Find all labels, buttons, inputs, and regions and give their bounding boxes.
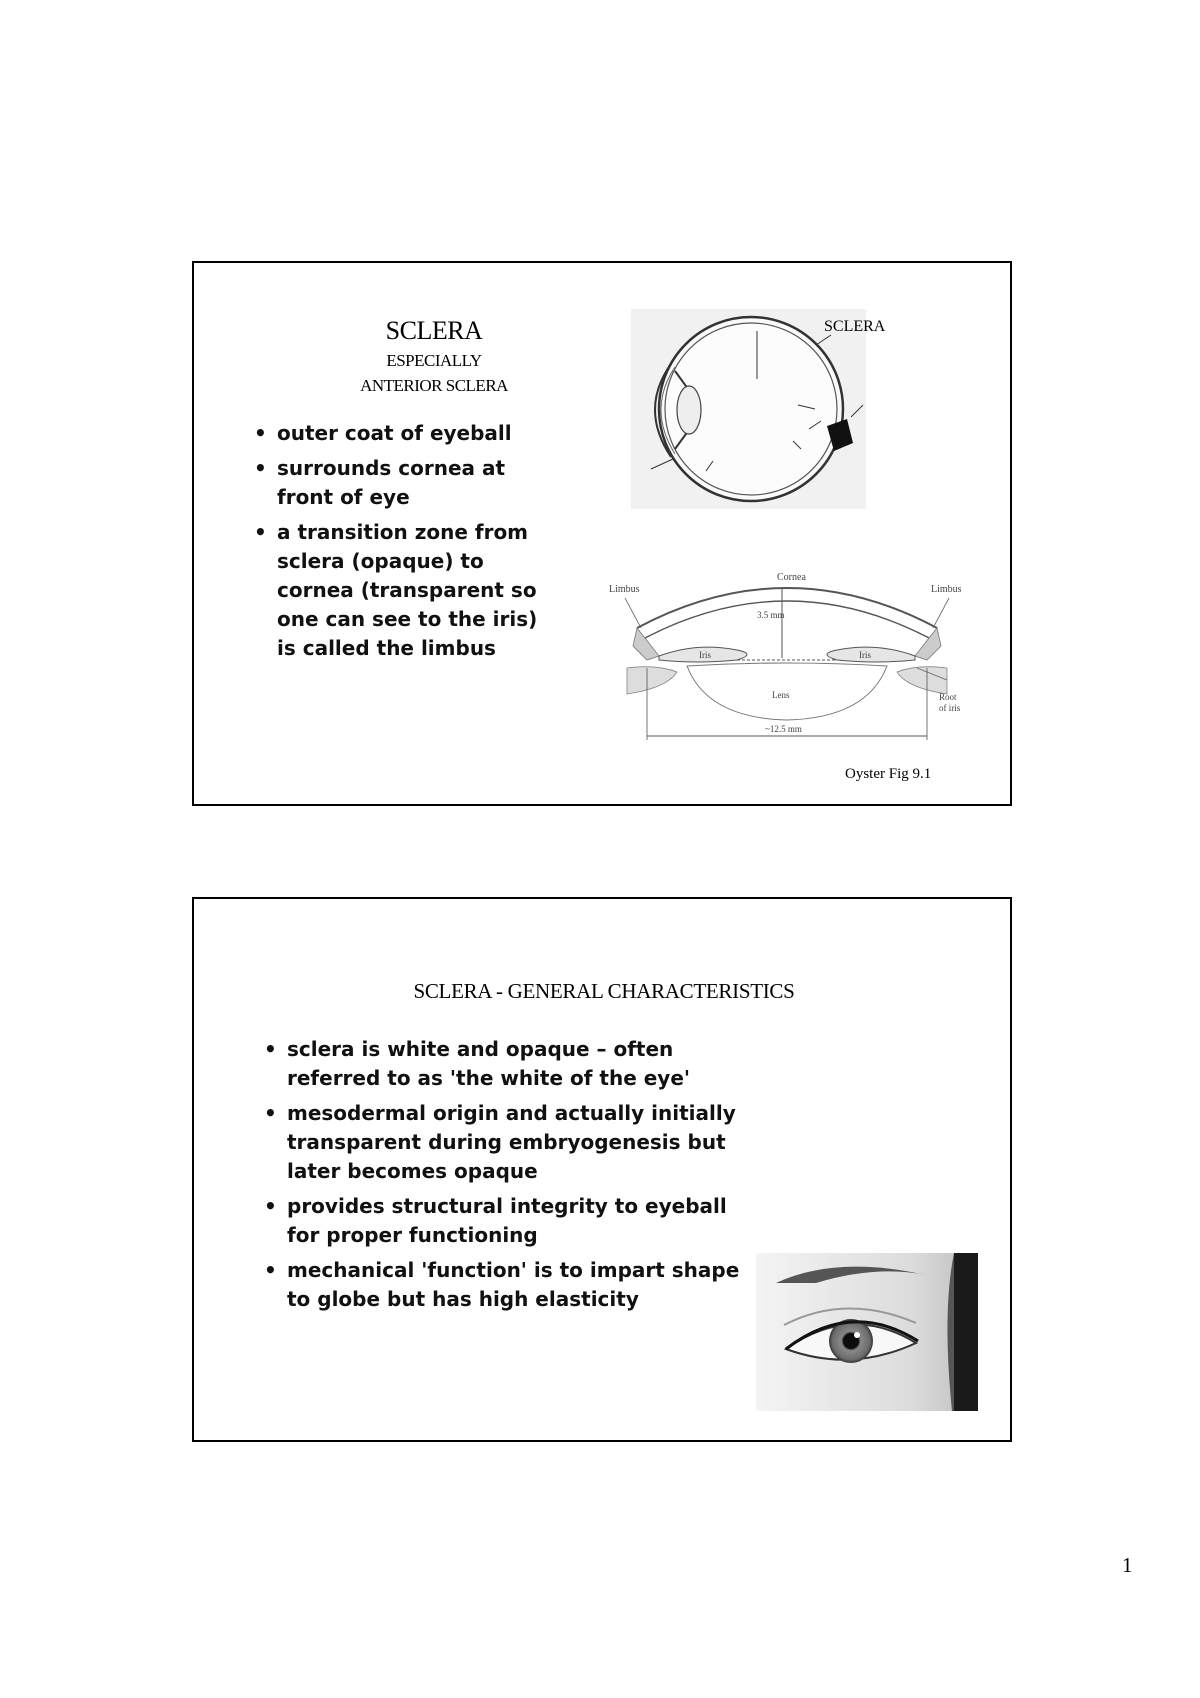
limbus-label: Limbus xyxy=(609,584,640,595)
bullet-item xyxy=(260,1192,750,1250)
bullet-icon: • xyxy=(264,1037,277,1061)
bullet-icon: • xyxy=(264,1101,277,1125)
limbus-label: Limbus xyxy=(931,584,962,595)
eye-photo xyxy=(756,1253,978,1411)
lens-label: Lens xyxy=(772,690,790,700)
eyeball-diagram xyxy=(631,309,866,509)
slide-subtitle: ANTERIOR SCLERA xyxy=(360,376,508,395)
bullet-item xyxy=(250,454,550,512)
slide-title: SCLERA xyxy=(385,316,483,345)
eyeball-illustration xyxy=(631,309,866,509)
slide-subtitle: ESPECIALLY xyxy=(386,351,482,370)
cornea-diagram xyxy=(607,568,967,748)
cornea-label: Cornea xyxy=(777,572,806,583)
bullet-icon: • xyxy=(254,421,267,445)
figure-caption: Oyster Fig 9.1 xyxy=(845,766,932,782)
slide-title: SCLERA - GENERAL CHARACTERISTICS xyxy=(413,979,795,1003)
bullet-text: mechanical 'function' is to impart shape to globe but has high elasticity xyxy=(287,1258,740,1311)
depth-label: 3.5 mm xyxy=(757,610,785,620)
figure-label: SCLERA xyxy=(824,318,886,335)
bullet-item xyxy=(260,1035,750,1093)
width-label: ~12.5 mm xyxy=(765,724,802,734)
page-number: 1 xyxy=(1122,1553,1133,1577)
bullet-text: a transition zone from sclera (opaque) to cornea (transparent so one can see to the iris) is called the limbus xyxy=(277,520,538,660)
bullet-item xyxy=(260,1256,750,1314)
bullet-item xyxy=(260,1099,750,1186)
bullet-icon: • xyxy=(254,456,267,480)
slide-general-characteristics xyxy=(192,897,1012,1442)
bullet-icon: • xyxy=(264,1258,277,1282)
bullet-item xyxy=(250,518,550,663)
bullet-list xyxy=(260,1035,750,1320)
slide-sclera xyxy=(192,261,1012,806)
iris-label: Iris xyxy=(699,650,711,660)
cornea-illustration xyxy=(607,568,967,748)
bullet-text: provides structural integrity to eyeball for proper functioning xyxy=(287,1194,727,1247)
bullet-list xyxy=(250,419,550,669)
root-label: Root xyxy=(939,692,957,702)
bullet-text: surrounds cornea at front of eye xyxy=(277,456,506,509)
eye-photo-illustration xyxy=(756,1253,978,1411)
bullet-item xyxy=(250,419,550,448)
bullet-icon: • xyxy=(264,1194,277,1218)
root-label: of iris xyxy=(939,703,961,713)
bullet-icon: • xyxy=(254,520,267,544)
iris-label: Iris xyxy=(859,650,871,660)
bullet-text: outer coat of eyeball xyxy=(277,421,512,445)
bullet-text: sclera is white and opaque – often referred to as 'the white of the eye' xyxy=(287,1037,691,1090)
bullet-text: mesodermal origin and actually initially transparent during embryogenesis but later becomes opaque xyxy=(287,1101,736,1183)
